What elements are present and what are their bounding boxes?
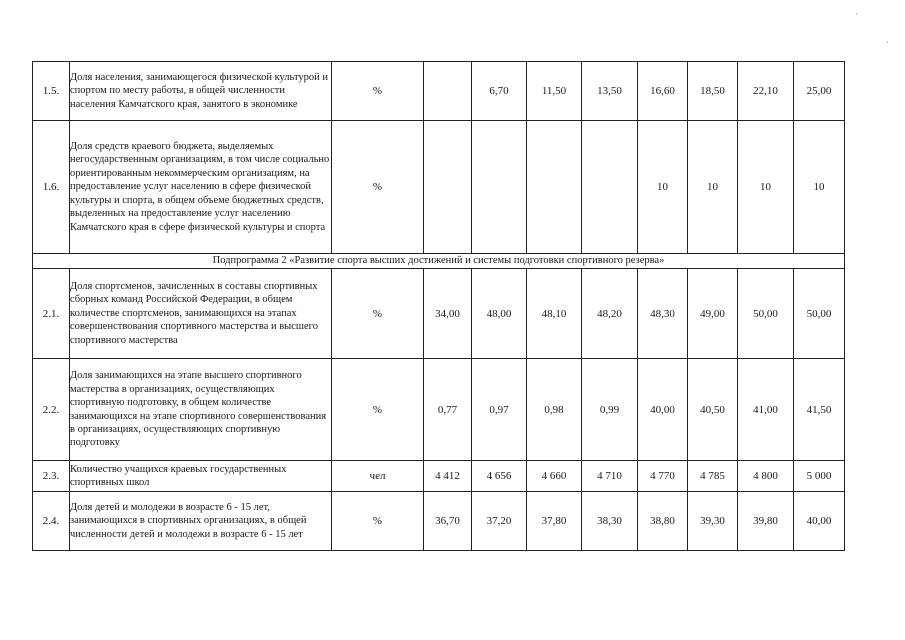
value-cell: 37,20 xyxy=(472,492,527,551)
indicator-name: Доля занимающихся на этапе высшего спортивного мастерства в организациях, осуществляющих спортивную подготовку, в общем количестве занимающихся на этапе спортивного совершенствования в организациях, осуществляющих спортивную подготовку xyxy=(70,359,332,461)
value-cell: 0,77 xyxy=(424,359,472,461)
value-cell: 4 785 xyxy=(688,461,738,492)
table-row xyxy=(33,121,845,254)
value-cell xyxy=(424,62,472,121)
value-cell: 0,98 xyxy=(527,359,582,461)
value-cell: 34,00 xyxy=(424,269,472,359)
value-cell: 4 710 xyxy=(582,461,638,492)
value-cell: 48,20 xyxy=(582,269,638,359)
value-cell: 10 xyxy=(638,121,688,254)
table-row xyxy=(33,492,845,551)
value-cell: 39,30 xyxy=(688,492,738,551)
indicator-name: Количество учащихся краевых государственных спортивных школ xyxy=(70,461,332,492)
value-cell: 4 660 xyxy=(527,461,582,492)
value-cell: 48,30 xyxy=(638,269,688,359)
value-cell: 4 412 xyxy=(424,461,472,492)
indicator-name: Доля населения, занимающегося физической культурой и спортом по месту работы, в общей численности населения Камчатского края, занятого в экономике xyxy=(70,62,332,121)
unit-cell: % xyxy=(332,492,424,551)
table-row xyxy=(33,461,845,492)
row-number: 1.6. xyxy=(33,121,70,254)
value-cell: 11,50 xyxy=(527,62,582,121)
indicators-table xyxy=(32,61,845,551)
value-cell: 4 800 xyxy=(738,461,794,492)
value-cell xyxy=(527,121,582,254)
value-cell: 40,50 xyxy=(688,359,738,461)
value-cell: 41,00 xyxy=(738,359,794,461)
unit-cell: чел xyxy=(332,461,424,492)
value-cell: 10 xyxy=(794,121,845,254)
value-cell: 50,00 xyxy=(794,269,845,359)
indicator-name: Доля спортсменов, зачисленных в составы спортивных сборных команд Российской Федерации, в общем количестве спортсменов, занимающихся на этапах совершенствования спортивного мастерства и высшего спортивного мастерства xyxy=(70,269,332,359)
value-cell: 48,00 xyxy=(472,269,527,359)
unit-cell: % xyxy=(332,62,424,121)
value-cell: 39,80 xyxy=(738,492,794,551)
value-cell: 25,00 xyxy=(794,62,845,121)
value-cell: 49,00 xyxy=(688,269,738,359)
value-cell: 0,99 xyxy=(582,359,638,461)
value-cell xyxy=(472,121,527,254)
row-number: 2.4. xyxy=(33,492,70,551)
value-cell: 4 770 xyxy=(638,461,688,492)
value-cell: 5 000 xyxy=(794,461,845,492)
value-cell xyxy=(424,121,472,254)
value-cell: 50,00 xyxy=(738,269,794,359)
value-cell: 13,50 xyxy=(582,62,638,121)
unit-cell: % xyxy=(332,359,424,461)
value-cell: 38,30 xyxy=(582,492,638,551)
scan-speck: · xyxy=(886,38,889,47)
row-number: 1.5. xyxy=(33,62,70,121)
table-row xyxy=(33,269,845,359)
scan-speck: · xyxy=(855,10,858,19)
value-cell: 41,50 xyxy=(794,359,845,461)
value-cell: 37,80 xyxy=(527,492,582,551)
value-cell: 0,97 xyxy=(472,359,527,461)
row-number: 2.3. xyxy=(33,461,70,492)
table-row xyxy=(33,359,845,461)
subprogram-row xyxy=(33,254,845,269)
value-cell: 4 656 xyxy=(472,461,527,492)
value-cell: 40,00 xyxy=(638,359,688,461)
value-cell: 36,70 xyxy=(424,492,472,551)
value-cell xyxy=(582,121,638,254)
value-cell: 22,10 xyxy=(738,62,794,121)
value-cell: 16,60 xyxy=(638,62,688,121)
value-cell: 10 xyxy=(738,121,794,254)
row-number: 2.1. xyxy=(33,269,70,359)
subprogram-title: Подпрограмма 2 «Развитие спорта высших достижений и системы подготовки спортивного резерва» xyxy=(33,254,845,269)
unit-cell: % xyxy=(332,121,424,254)
value-cell: 6,70 xyxy=(472,62,527,121)
value-cell: 10 xyxy=(688,121,738,254)
unit-cell: % xyxy=(332,269,424,359)
table-row xyxy=(33,62,845,121)
value-cell: 40,00 xyxy=(794,492,845,551)
indicator-name: Доля средств краевого бюджета, выделяемых негосударственным организациям, в том числе социально ориентированным некоммерческим организациям, на предоставление услуг населению в сфере физической культуры и спорта, в общем объеме бюджетных средств, выделенных на предоставление услуг населению Камчатского края в сфере физической культуры и спорта xyxy=(70,121,332,254)
value-cell: 18,50 xyxy=(688,62,738,121)
row-number: 2.2. xyxy=(33,359,70,461)
value-cell: 48,10 xyxy=(527,269,582,359)
value-cell: 38,80 xyxy=(638,492,688,551)
indicator-name: Доля детей и молодежи в возрасте 6 - 15 лет, занимающихся в спортивных организациях, в общей численности детей и молодежи в возрасте 6 - 15 лет xyxy=(70,492,332,551)
